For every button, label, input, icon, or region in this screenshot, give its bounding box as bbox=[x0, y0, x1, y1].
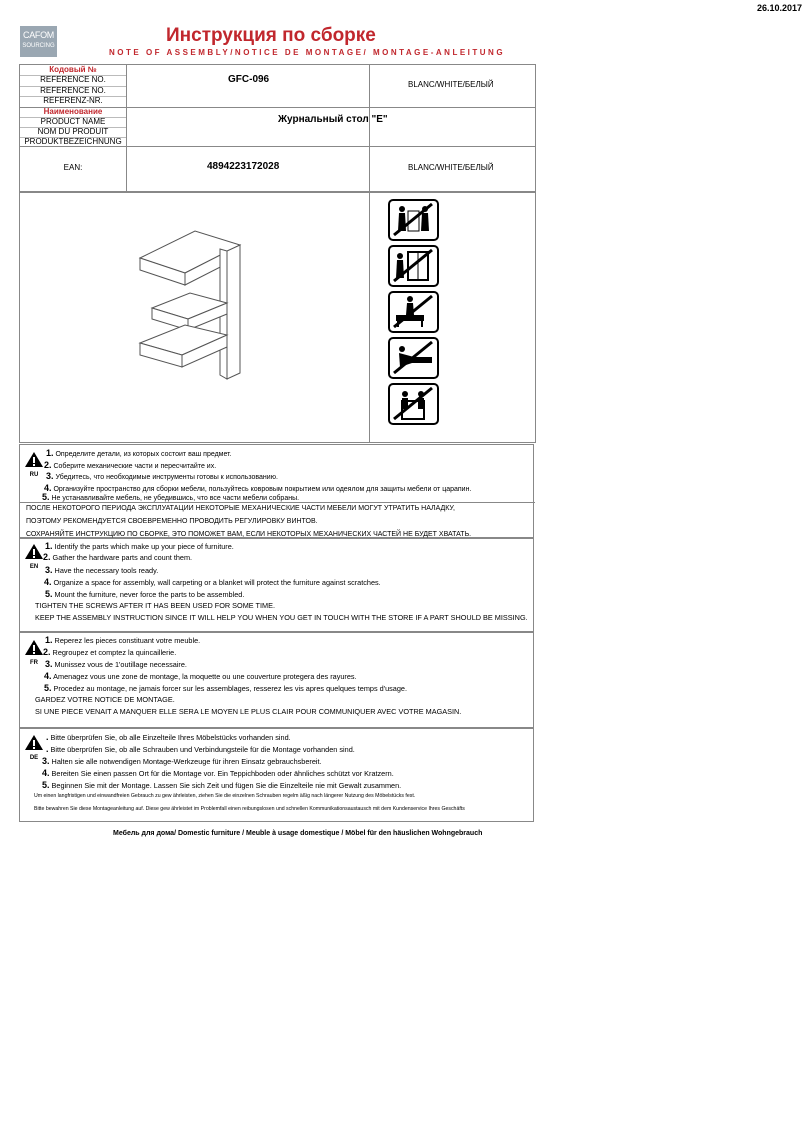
de-step-2: . Bitte überprüfen Sie, ob alle Schrauben und Verbindungsteile für die Montage vorhanden sind. bbox=[46, 744, 355, 754]
en-step-5: 5. Mount the furniture, never force the parts to be assembled. bbox=[45, 589, 245, 599]
footer-usage-note: Мебель для дома/ Domestic furniture / Meuble à usage domestique / Möbel für den häuslichen Wohngebrauch bbox=[113, 830, 483, 837]
product-label-fr: NOM DU PRODUIT bbox=[37, 127, 109, 136]
product-label-ru: Наименование bbox=[43, 107, 103, 116]
en-note-2: KEEP THE ASSEMBLY INSTRUCTION SINCE IT WILL HELP YOU WHEN YOU GET IN TOUCH WITH THE STORE IF A PART SHOULD BE MISSING. bbox=[35, 613, 528, 622]
safety-pictograms bbox=[388, 199, 439, 425]
ean-color: BLANC/WHITE/БЕЛЫЙ bbox=[408, 163, 494, 172]
product-label-de: PRODUKTBEZEICHNUNG bbox=[24, 137, 122, 146]
en-step-3: 3. Have the necessary tools ready. bbox=[45, 565, 159, 575]
ref-label-de: REFERENZ-NR. bbox=[43, 96, 103, 105]
reference-table bbox=[19, 64, 536, 192]
ean-label: EAN: bbox=[63, 163, 83, 172]
table-drawing bbox=[130, 213, 270, 383]
ru-note-1: ПОСЛЕ НЕКОТОРОГО ПЕРИОДА ЭКСПЛУАТАЦИИ НЕКОТОРЫЕ МЕХАНИЧЕСКИЕ ЧАСТИ МЕБЕЛИ МОГУТ УТРАТИТЬ НАЛАДКУ, bbox=[26, 505, 455, 512]
de-note-1: Um einen langfristigen und einwandfreien Gebrauch zu gew ährleisten, ziehen Sie die einzelnen Schrauben regelm äßig nach längerer Nutzung des Möbelstücks fest. bbox=[34, 793, 416, 799]
fr-note-1: GARDEZ VOTRE NOTICE DE MONTAGE. bbox=[35, 695, 175, 704]
product-value: Журнальный стол "E" bbox=[278, 114, 388, 125]
warning-icon-de bbox=[24, 734, 44, 761]
fr-step-3: 3. Munissez vous de 1'outillage necessaire. bbox=[45, 659, 187, 669]
no-lean-icon bbox=[388, 337, 439, 379]
en-step-2: 2. Gather the hardware parts and count them. bbox=[43, 552, 193, 562]
de-step-5: 5. Beginnen Sie mit der Montage. Lassen Sie sich Zeit und fügen Sie die Einzelteile nie mit Gewalt zusammen. bbox=[42, 780, 402, 790]
en-step-4: 4. Organize a space for assembly, wall carpeting or a blanket will protect the furniture against scratches. bbox=[44, 577, 381, 587]
ru-note-3: СОХРАНЯЙТЕ ИНСТРУКЦИЮ ПО СБОРКЕ, ЭТО ПОМОЖЕТ ВАМ, ЕСЛИ НЕКОТОРЫХ МЕХАНИЧЕСКИХ ЧАСТЕЙ НЕ БУДЕТ ХВАТАТЬ. bbox=[26, 531, 472, 538]
ru-step-3: 3. Убедитесь, что необходимые инструменты готовы к использованию. bbox=[46, 471, 278, 481]
en-note-1: TIGHTEN THE SCREWS AFTER IT HAS BEEN USED FOR SOME TIME. bbox=[35, 601, 276, 610]
no-cabinet-icon bbox=[388, 245, 439, 287]
fr-note-2: SI UNE PIECE VENAIT A MANQUER ELLE SERA LE MOYEN LE PLUS CLAIR POUR COMMUNIQUER AVEC VOTRE MAGASIN. bbox=[35, 707, 462, 716]
page-subtitle: NOTE OF ASSEMBLY/NOTICE DE MONTAGE/ MONTAGE-ANLEITUNG bbox=[109, 48, 506, 57]
ru-step-1: 1. Определите детали, из которых состоит ваш предмет. bbox=[46, 448, 232, 458]
no-children-icon bbox=[388, 383, 439, 425]
fr-step-1: 1. Reperez les pieces constituant votre meuble. bbox=[45, 635, 201, 645]
ru-note-2: ПОЭТОМУ РЕКОМЕНДУЕТСЯ СВОЕВРЕМЕННО ПРОВОДИТЬ РЕГУЛИРОВКУ ВИНТОВ. bbox=[26, 518, 318, 525]
ru-step-2: 2. Соберите механические части и пересчитайте их. bbox=[44, 460, 217, 470]
ref-label-ru: Кодовый № bbox=[49, 65, 97, 74]
ru-step-5: 5. Не устанавливайте мебель, не убедившись, что все части мебели собраны. bbox=[42, 492, 300, 502]
ref-label-fr: REFERENCE NO. bbox=[40, 86, 106, 95]
warning-icon-fr bbox=[24, 639, 44, 666]
instructions-fr bbox=[19, 632, 534, 728]
instructions-en bbox=[19, 538, 534, 632]
product-illustration-box bbox=[19, 192, 536, 443]
reference-value: GFC-096 bbox=[228, 74, 270, 85]
page-title: Инструкция по сборке bbox=[166, 25, 376, 46]
de-step-4: 4. Bereiten Sie einen passen Ort für die Montage vor. Ein Teppichboden oder ähnliches schützt vor Kratzern. bbox=[42, 768, 394, 778]
product-label-en: PRODUCT NAME bbox=[40, 117, 106, 126]
ean-value: 4894223172028 bbox=[207, 161, 280, 172]
ru-step-4: 4. Организуйте пространство для сборки мебели, пользуйтесь ковровым покрытием или одеялом для защиты мебели от царапин. bbox=[44, 483, 472, 493]
lang-code-en: EN bbox=[29, 564, 39, 570]
fr-step-2: 2. Regroupez et comptez la quincaillerie. bbox=[43, 647, 177, 657]
logo-line2: SOURCING bbox=[22, 43, 55, 49]
ref-label-en: REFERENCE NO. bbox=[40, 75, 106, 84]
de-step-1: . Bitte überprüfen Sie, ob alle Einzelteile Ihres Möbelstücks vorhanden sind. bbox=[46, 732, 291, 742]
lang-code-ru: RU bbox=[29, 472, 39, 478]
no-stand-on-icon bbox=[388, 291, 439, 333]
instructions-de bbox=[19, 728, 534, 822]
fr-step-4: 4. Amenagez vous une zone de montage, la moquette ou une couverture protegera des rayures. bbox=[44, 671, 357, 681]
fr-step-5: 5. Procedez au montage, ne jamais forcer sur les assemblages, resserez les vis apres quelques temps d'usage. bbox=[44, 683, 407, 693]
de-note-2: Bitte bewahren Sie diese Montageanleitung auf. Diese gew ährleistet im Problemfall einen reibungslosen und schnellen Kommunikationsaustausch mit dem Kundenservice Ihres Geschäfts bbox=[34, 806, 465, 812]
logo-line1: CAFOM bbox=[23, 30, 54, 40]
en-step-1: 1. Identify the parts which make up your piece of furniture. bbox=[45, 541, 234, 551]
warning-icon-en bbox=[24, 543, 44, 570]
warning-icon-ru bbox=[24, 451, 44, 478]
no-two-person-icon bbox=[388, 199, 439, 241]
lang-code-de: DE bbox=[29, 755, 39, 761]
de-step-3: 3. Halten sie alle notwendigen Montage-Werkzeuge für ihren Einsatz gebrauchsbereit. bbox=[42, 756, 322, 766]
reference-color: BLANC/WHITE/БЕЛЫЙ bbox=[408, 80, 494, 89]
lang-code-fr: FR bbox=[30, 660, 38, 666]
cafom-logo bbox=[20, 26, 57, 57]
document-date: 26.10.2017 bbox=[756, 3, 802, 13]
instructions-ru bbox=[19, 444, 534, 538]
